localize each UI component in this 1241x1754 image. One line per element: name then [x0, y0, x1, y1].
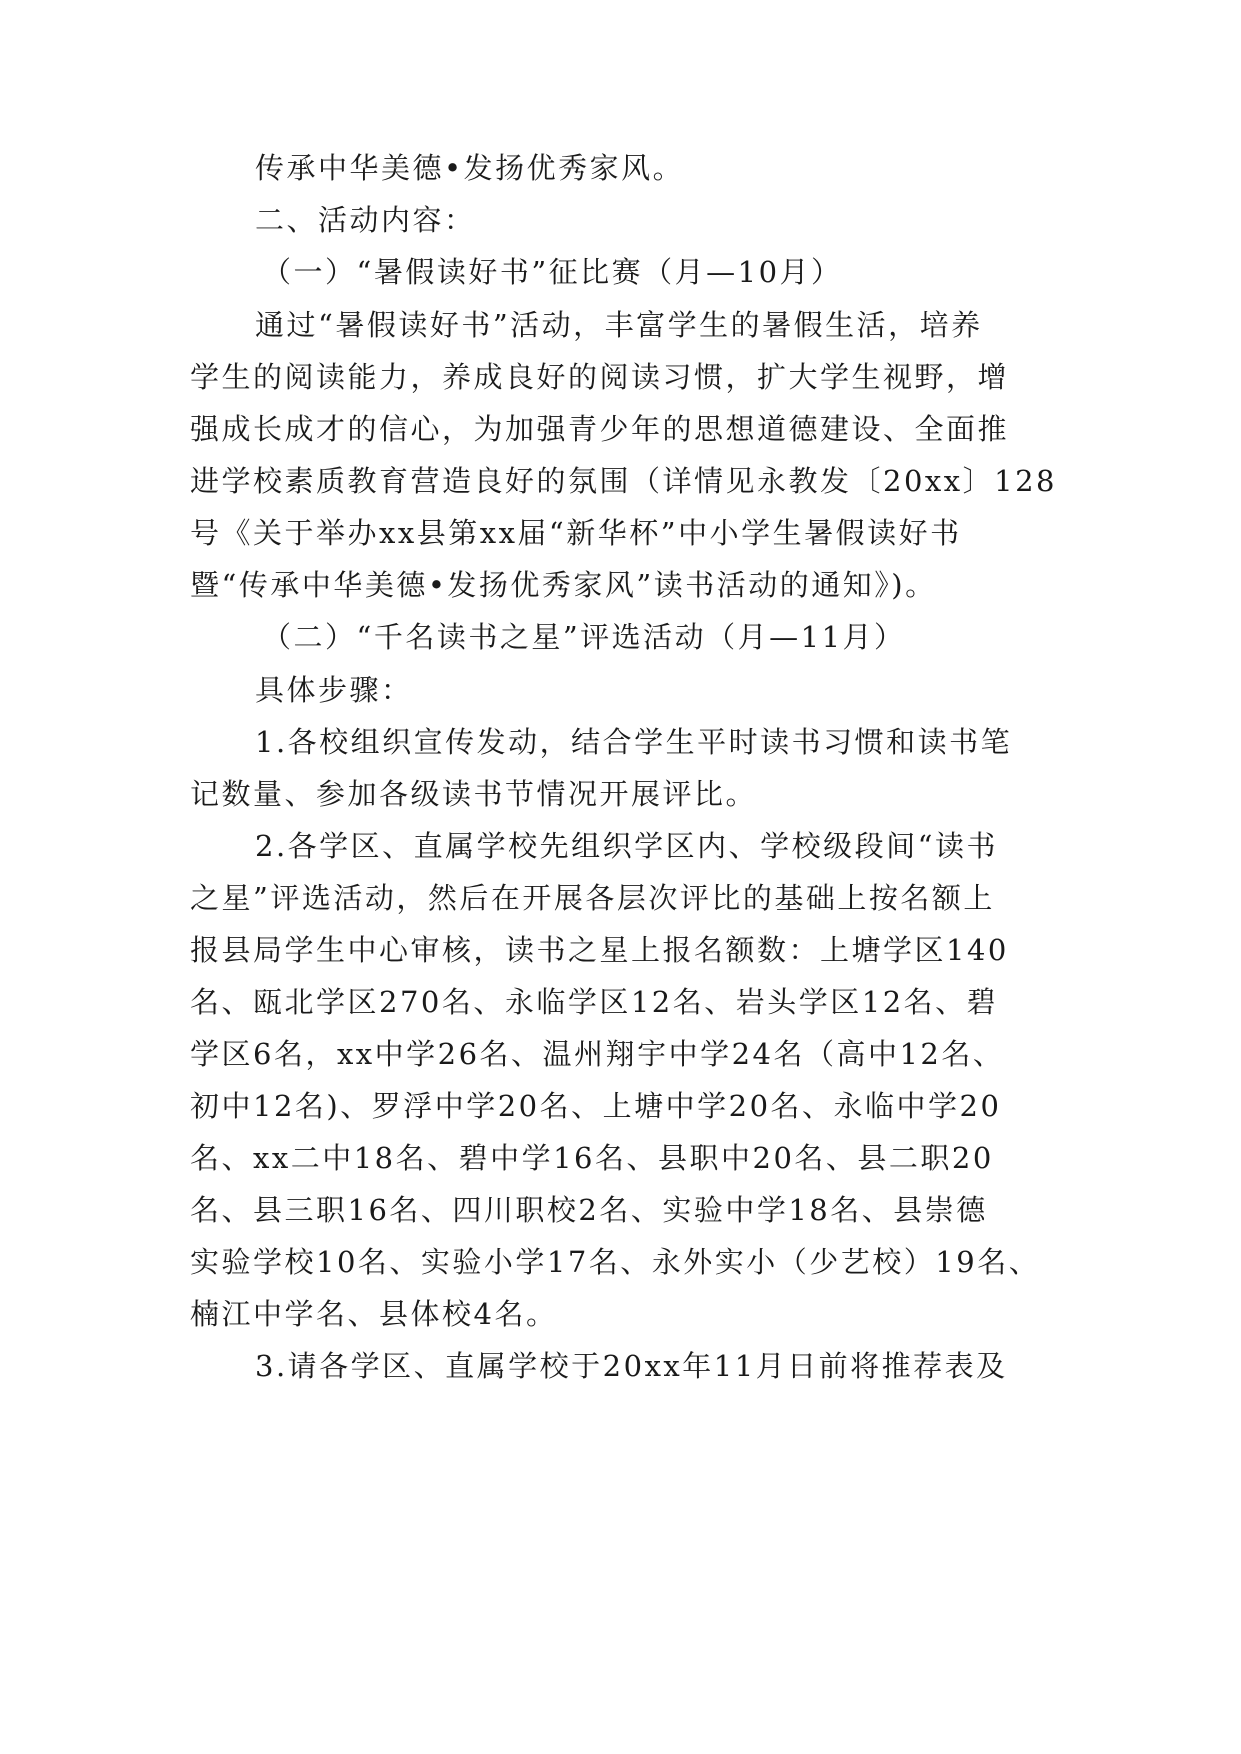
paragraph-line: 通过“暑假读好书”活动，丰富学生的暑假生活，培养: [255, 308, 983, 342]
paragraph-line: 实验学校10名、实验小学17名、永外实小（少艺校）19名、: [190, 1245, 1041, 1279]
paragraph-line: 强成长成才的信心，为加强青少年的思想道德建设、全面推: [190, 412, 1010, 446]
paragraph-line: 名、县三职16名、四川职校2名、实验中学18名、县崇德: [190, 1193, 988, 1227]
paragraph-line: 传承中华美德•发扬优秀家风。: [255, 151, 685, 185]
list-item: 2.各学区、直属学校先组织学区内、学校级段间“读书: [255, 829, 998, 863]
paragraph-line: 学生的阅读能力，养成良好的阅读习惯，扩大学生视野，增: [190, 360, 1010, 394]
paragraph-line: 进学校素质教育营造良好的氛围（详情见永教发〔20xx〕128: [190, 464, 1057, 498]
paragraph-line: 报县局学生中心审核，读书之星上报名额数：上塘学区140: [190, 933, 1009, 967]
paragraph-line: 楠江中学名、县体校4名。: [190, 1297, 558, 1331]
paragraph-line: 名、xx二中18名、碧中学16名、县职中20名、县二职20: [190, 1141, 994, 1175]
paragraph-line: 之星”评选活动，然后在开展各层次评比的基础上按名额上: [190, 881, 995, 915]
list-item: 3.请各学区、直属学校于20xx年11月日前将推荐表及: [255, 1349, 1008, 1383]
section-heading: 二、活动内容：: [255, 203, 476, 237]
paragraph-line: 初中12名)、罗浮中学20名、上塘中学20名、永临中学20: [190, 1089, 1002, 1123]
subsection-heading: （二）“千名读书之星”评选活动（月—11月）: [262, 620, 906, 654]
subsection-heading: （一）“暑假读好书”征比赛（月—10月）: [262, 255, 843, 289]
paragraph-line: 暨“传承中华美德•发扬优秀家风”读书活动的通知》)。: [190, 568, 937, 602]
paragraph-line: 号《关于举办xx县第xx届“新华杯”中小学生暑假读好书: [190, 516, 962, 550]
list-item: 1.各校组织宣传发动，结合学生平时读书习惯和读书笔: [255, 725, 1013, 759]
paragraph-line: 具体步骤：: [255, 673, 413, 707]
paragraph-line: 学区6名，xx中学26名、温州翔宇中学24名（高中12名、: [190, 1037, 1005, 1071]
paragraph-line: 名、瓯北学区270名、永临学区12名、岩头学区12名、碧: [190, 985, 999, 1019]
paragraph-line: 记数量、参加各级读书节情况开展评比。: [190, 777, 758, 811]
